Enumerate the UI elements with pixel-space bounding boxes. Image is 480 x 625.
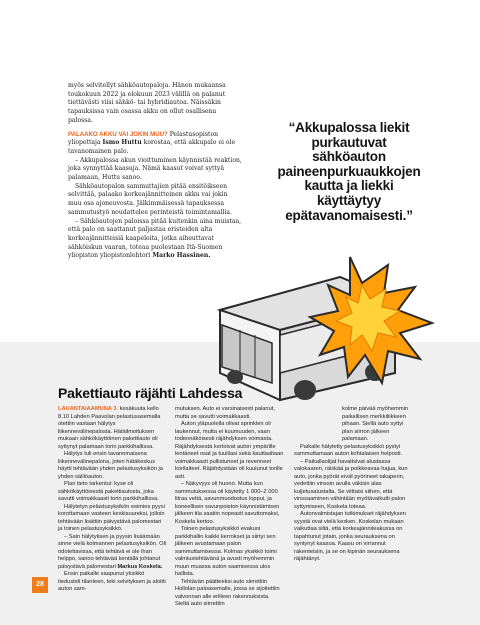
article-column-3 — [294, 406, 414, 564]
article-paragraph: mutuksen. Auto ei varsinaisesti palanut, mutta se savutti voimakkaasti. — [175, 406, 275, 420]
section-kicker: PALAAKO AKKU VAI JOKIN MUU? — [68, 130, 168, 138]
person-name: Ismo Huttu — [102, 139, 142, 147]
person-name: Marko Hassinen. — [152, 252, 211, 260]
article-paragraph: Paikalle hälytetty pelastusyksikkö pystyi sammuttamaan auton kohtalaisen helposti. — [294, 443, 403, 457]
article-paragraph: Autonvalmistajan tutkimukset räjähdyksen syystä ovat vielä kesken. Koskelan mukaan vaikuttaa siltä, että korkeajänniteakussa on tapahtunut jotain, jonka seurauksena on syntynyt kaasua. Kaasu on virrannut rakenteisiin, ja se on kipinän seurauksena räjähtänyt. — [294, 511, 406, 562]
article-text: – Sain hälytyksen ja pyysin lisäämään sinne vielä kolmannen pelastusyksikön. Oli odotettavissa, että tehtävä ei ole ihan helppo, sanoo tehtävää kentällä johtanut päivystävä palomestari — [58, 533, 167, 570]
article-column-2 — [175, 406, 284, 609]
article-column-1 — [58, 406, 167, 594]
article-paragraph — [58, 534, 167, 572]
article-paragraph: Auton yläpuolella olivat sprinkleri oli laukennut, mutta ei kuumuuden, vaan todennäköisesti räjähdyksen voimasta. Räjähdyksestä kertoivat auton ympärille lentäneet osat ja tuulilasi sekä kauttaaltaan voimakkaasti pullistuneet ja revenneet korilaiteet. Räjähdystään oli kuulunut torille asti. — [175, 421, 284, 480]
intro-column — [68, 82, 242, 261]
article-paragraph: – Näkyvyys oli huono. Mutta kun sammutuksessa oli käytetty 1 000–2 000 litraa vettä, savunmuodostus loppui, ja koneellisen savunpoiston käynnistämisen jälkeen tila saatiin nopeasti savuttomaksi, Koskela kertoo. — [175, 481, 280, 525]
article-paragraph: Toinen pelastusyksikkö evakuoi parkkihallin kaikki kerrokset ja siirtyi sen jälkeen avustamaan palon sammuttamisessa. Kolmas yksikkö toimi valmiustehtävänä ja avusti myöhemmin muun muassa auton saamisessa ulos hallista. — [175, 526, 277, 577]
article-kicker: LAUANTAIAAMUNA 3. — [58, 406, 119, 412]
article-paragraph — [58, 406, 167, 451]
person-name: Markus Koskela. — [117, 563, 163, 570]
intro-paragraph: Sähköautopalon sammuttajien pitää ensitöikseen selvittää, palaako korkeajännitteinen akku vai jokin muu osa ajoneuvosta. Jälkimmäisessä tapauksessa sammutustyö noudattelee perinteistä toimintamallia. — [68, 182, 232, 216]
article-paragraph: – Paikallaolijat havaitsivat alustassa valokaaren, räiskää ja poikkeavaa hajua, kun auto, jonka pyörät eivät pyörineet takaperin, vedettiin vinssin avulla väkisin alas kuljetusalustalta. Se viittaisi siihen, että vinssaaminen vähintään myötävaikutti palon syttymiseen, Koskela toteaa. — [294, 458, 408, 510]
article-paragraph: kolme päivää myöhemmin paikallisen merkkiliikkeen pihaan. Siellä auto syttyi plan siirron jälkeen palamaan. — [342, 406, 409, 442]
intro-text: – Sähköautojen paloissa pitää kuitenkin aina muistaa, että palo on saattanut paljastaa eristeiden alta korkeajännitteisiä kaapeleita, jotka aiheuttavat sähköiskun vaaran, toteaa puolestaan Itä-Suomen yliopiston yliopistonlehtori — [68, 217, 242, 260]
article-text: kesäkuuta kello 8.10 Lahden Paavolan pelastusasemalla otettiin vastaan hälytys liikennevälinepalosta. Hätäilmoituksen mukaan sähkökäyttöinen pakettiauto oli syttynyt palamaan torin parkkihallissa. — [58, 406, 161, 450]
van-explosion-illustration — [210, 255, 440, 405]
article-paragraph: Hälytetyn pelastusyksikön esimies pyysi korottamaan vasteen keskisuureksi, jolloin tehtävään lisättiin päivystävä palomestari ja toinen pelastusyksikkö. — [58, 503, 165, 532]
article-headline: Pakettiauto räjähti Lahdessa — [58, 385, 243, 401]
article-paragraph: Ensin paikalle saapunut yksikkö tiedusteli tilanteen, teki selvityksen ja aloitti auton sam- — [58, 571, 166, 592]
article-paragraph: Hälytys tuli ensin tavanomaisena liikennevälinepalona, joten hätäkeskus häytti tehtävään yhden pelastusyksikön ja yhden säiliöauton. — [58, 451, 163, 480]
intro-paragraph: – Akkupalossa akun vioittuminen käynnistää reaktion, joka synnyttää kaasuja. Nämä kaasut voivat syttyä palamaan, Huttu sanoo. — [68, 156, 242, 182]
intro-paragraph: myös selvitellyt sähköautopaloja. Hänen mukaansa toukokuun 2022 ja elokuun 2023 välillä on palanut tiettävästi viisi sähkö- tai hybridiautoa. Näissäkin tapauksissa vain osassa akku on ollut osallisena palossa. — [68, 82, 226, 124]
article-paragraph: Tehtävän päätteeksi auto siirrettiin Hollolan paloasemalle, jossa se sijoitettiin valvonnan alle erilleen rakennuksista. Sieltä auto siirrettiin — [175, 578, 280, 607]
intro-paragraph — [68, 131, 242, 157]
article-paragraph: Plan tieto tarkentui: kyse oli sähkökäyttöisestä pakettiautosta, joka savutti voimakkaasti torin parkkihallissa. — [58, 481, 159, 502]
page-number: 28 — [32, 577, 48, 593]
intro-text: Pelastusopiston yliopettaja Ismo Huttu korostaa, että akkupalo ei ole tavanomainen palo. — [68, 130, 236, 155]
pull-quote: “Akkupalossa liekit purkautuvat sähköauton paineenpurkuaukkojen kautta ja liekki käyttäytyy epätavanomaisesti.” — [277, 120, 421, 223]
